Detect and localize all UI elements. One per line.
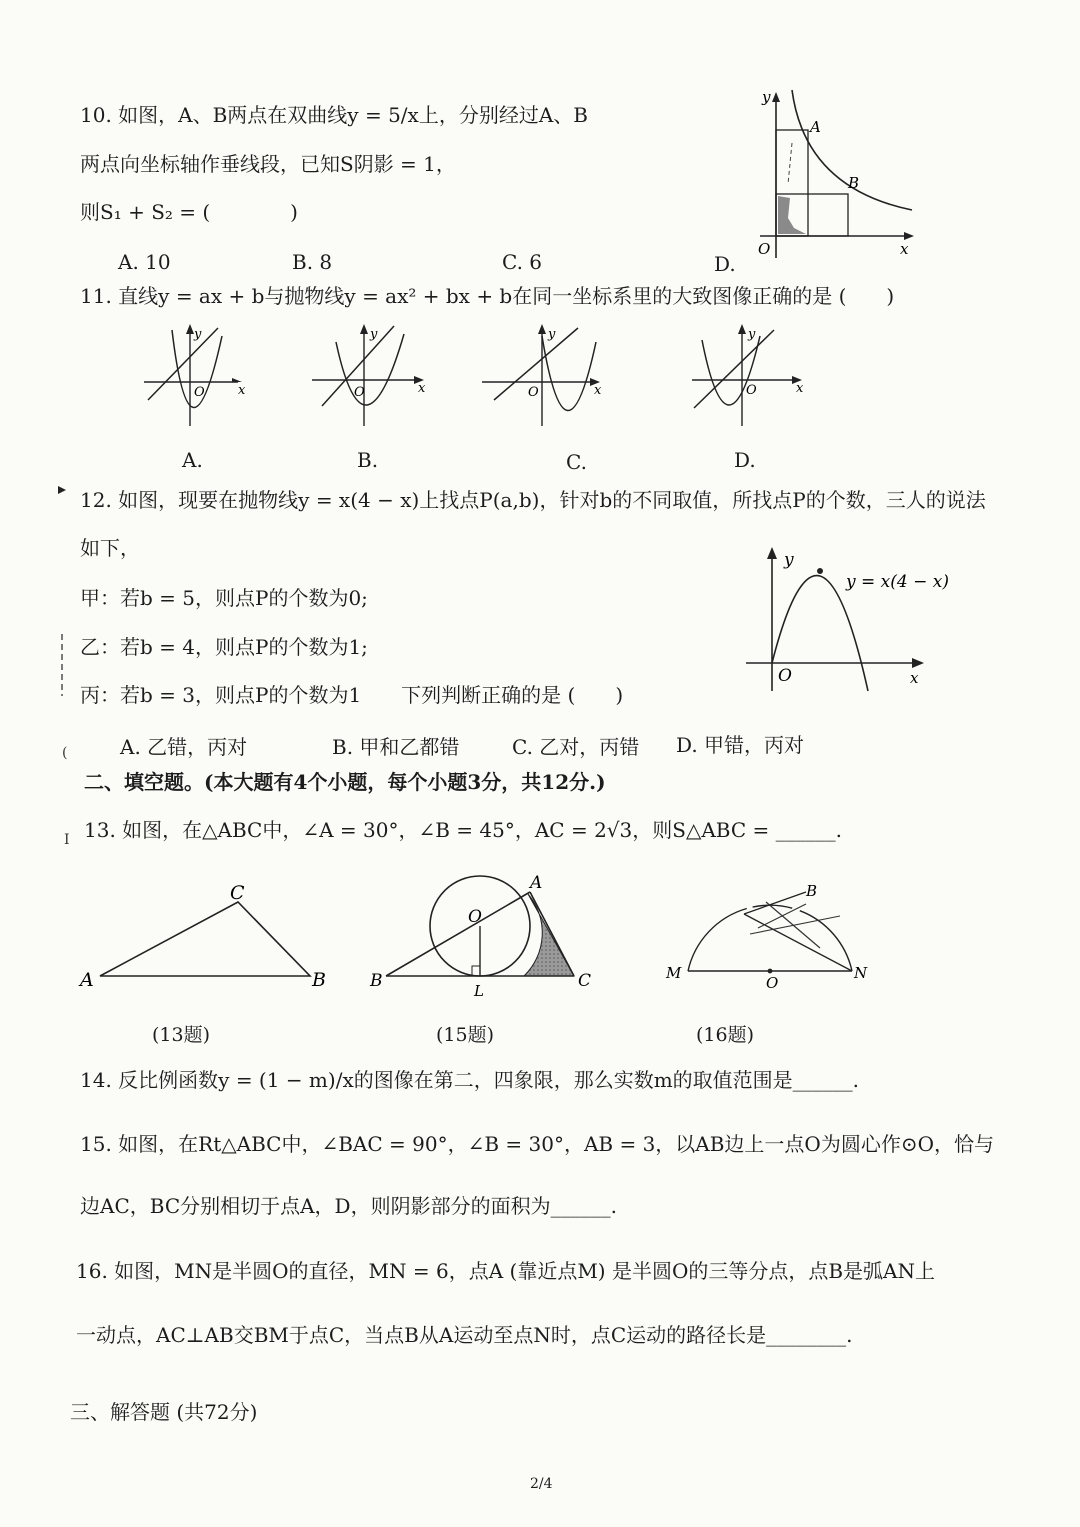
q15-circle-figure (364, 868, 604, 1003)
fig16-n-label: N (854, 964, 868, 982)
graph-c-y-label: y (548, 327, 556, 342)
q11-graph-a (138, 322, 258, 432)
q11-graph-c (478, 322, 608, 432)
margin-mark: I (64, 832, 70, 848)
graph-d-x-label: x (796, 381, 804, 396)
q11-option-c: C. (566, 450, 587, 474)
q12-statement-yi: 乙：若b = 4，则点P的个数为1; (80, 635, 368, 659)
graph-b-origin-label: O (354, 385, 365, 400)
q11-option-a: A. (182, 448, 203, 472)
fig10-point-a-label: A (810, 118, 821, 136)
q13-line1: 13. 如图，在△ABC中，∠A = 30°，∠B = 45°，AC = 2√3，则S△ABC = ______. (84, 818, 842, 842)
q10-option-b: B. 8 (292, 250, 333, 274)
fig13-a-label: A (80, 969, 94, 991)
fig12-curve-label: y = x(4 − x) (846, 572, 949, 592)
q12-parabola-figure (740, 545, 970, 695)
q12-line1: 12. 如图，现要在抛物线y = x(4 − x)上找点P(a,b)，针对b的不同取值，所找点P的个数，三人的说法 (80, 488, 986, 512)
fig15-a-label: A (530, 873, 543, 893)
q11-graph-d (688, 322, 813, 432)
section-2-heading: 二、填空题。(本大题有4个小题，每个小题3分，共12分.) (84, 770, 606, 794)
q15-line2: 边AC，BC分别相切于点A，D，则阴影部分的面积为______. (80, 1194, 617, 1218)
page-number: 2/4 (530, 1476, 553, 1492)
fig10-x-label: x (900, 240, 909, 258)
q13-triangle-figure (76, 880, 336, 995)
fig12-y-label: y (784, 550, 794, 570)
q11-line1: 11. 直线y = ax + b与抛物线y = ax² + bx + b在同一坐标系里的大致图像正确的是 ( ) (80, 284, 895, 308)
q10-line3: 则S₁ + S₂ = ( ) (80, 200, 298, 224)
q11-option-b: B. (357, 448, 379, 472)
fig16-o-label: O (766, 974, 779, 992)
q10-option-a: A. 10 (118, 250, 171, 274)
graph-c-origin-label: O (528, 385, 539, 400)
graph-b-y-label: y (370, 327, 378, 342)
graph-a-origin-label: O (194, 385, 205, 400)
margin-mark: ( (62, 745, 68, 761)
graph-b-x-label: x (418, 381, 426, 396)
section-3-heading: 三、解答题 (共72分) (70, 1400, 258, 1424)
fig15-c-label: C (578, 971, 592, 991)
q14-line1: 14. 反比例函数y = (1 − m)/x的图像在第二，四象限，那么实数m的取值范围是______. (80, 1068, 860, 1092)
q12-statement-bing: 丙：若b = 3，则点P的个数为1 下列判断正确的是 ( ) (80, 683, 624, 707)
fig13-b-label: B (312, 969, 326, 991)
q16-semicircle-figure (660, 868, 880, 998)
q10-option-c: C. 6 (502, 250, 543, 274)
q10-line1: 10. 如图，A、B两点在双曲线y = 5/x上，分别经过A、B (80, 103, 588, 127)
q12-option-d: D. 甲错，丙对 (676, 733, 805, 757)
fig12-x-label: x (910, 669, 919, 687)
fig15-b-label: B (370, 971, 383, 991)
graph-c-x-label: x (594, 383, 602, 398)
caption-q13: (13题) (152, 1024, 211, 1046)
fig16-b-label: B (806, 882, 818, 900)
shaded-region (778, 196, 806, 234)
fig10-point-b-label: B (848, 174, 860, 192)
fig15-o-label: O (468, 907, 482, 927)
q10-hyperbola-figure (750, 88, 920, 268)
graph-a-x-label: x (238, 383, 246, 398)
margin-scribbles (54, 484, 74, 784)
fig12-origin-label: O (778, 666, 792, 686)
graph-a-y-label: y (194, 327, 202, 342)
q12-statement-jia: 甲：若b = 5，则点P的个数为0; (80, 586, 368, 610)
fig15-l-label: L (474, 982, 484, 1000)
q11-option-d: D. (734, 448, 756, 472)
q11-graph-b (308, 322, 433, 432)
graph-d-origin-label: O (746, 383, 757, 398)
graph-d-y-label: y (748, 327, 756, 342)
q12-option-b: B. 甲和乙都错 (332, 735, 460, 759)
q16-line1: 16. 如图，MN是半圆O的直径，MN = 6，点A (靠近点M) 是半圆O的三等分点，点B是弧AN上 (76, 1259, 935, 1283)
caption-q15: (15题) (436, 1024, 495, 1046)
q16-line2: 一动点，AC⊥AB交BM于点C，当点B从A运动至点N时，点C运动的路径长是________. (76, 1323, 853, 1347)
fig16-m-label: M (666, 964, 682, 982)
fig10-y-label: y (762, 88, 771, 106)
q15-line1: 15. 如图，在Rt△ABC中，∠BAC = 90°，∠B = 30°，AB = 3，以AB边上一点O为圆心作⊙O，恰与 (80, 1132, 994, 1156)
q12-line2: 如下， (80, 536, 140, 560)
caption-q16: (16题) (696, 1024, 755, 1046)
fig13-c-label: C (230, 882, 245, 904)
shaded-region (524, 894, 574, 976)
fig10-origin-label: O (758, 240, 771, 258)
q10-line2: 两点向坐标轴作垂线段，已知S阴影 = 1， (80, 152, 456, 176)
q10-option-d: D. (714, 252, 736, 276)
q12-option-c: C. 乙对，丙错 (512, 735, 640, 759)
q12-option-a: A. 乙错，丙对 (120, 735, 248, 759)
